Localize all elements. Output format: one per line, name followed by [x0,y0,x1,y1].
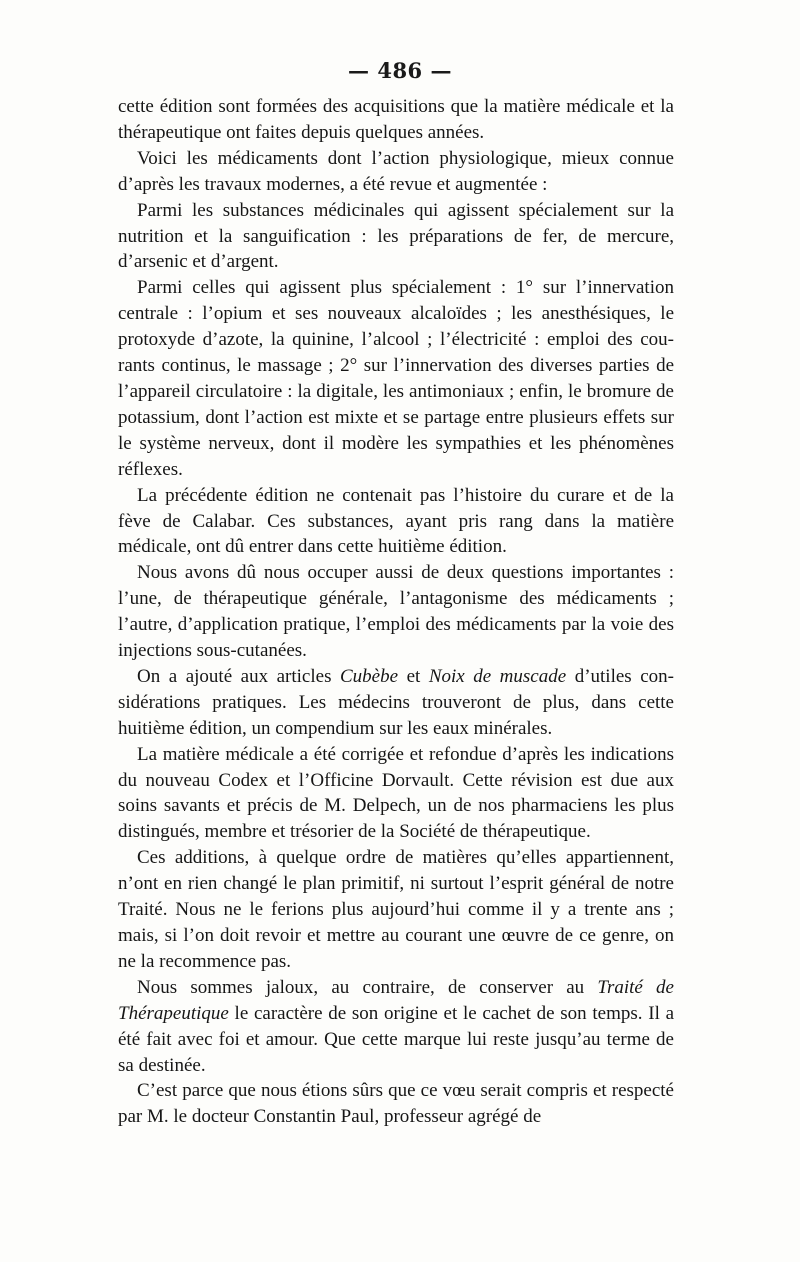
page-number: — 486 — [348,58,452,83]
paragraph-medicaments-intro: Voici les médicaments dont l’action physiologique, mieux connue d’après les travaux modernes, a été revue et augmentée : [118,147,674,195]
paragraph-cubebe [118,664,674,742]
text-run: Nous sommes jaloux, au contraire, de conserver au [137,976,598,998]
body-text [118,94,674,1130]
paragraph-curare: La précédente édition ne contenait pas l’histoire du curare et de la fève de Calabar. Ces substances, ayant pris rang dans la matière médicale, ont dû entrer dans cette huitième édition. [118,484,674,558]
italic-title-traite: Traité de Thérapeutique [118,976,674,1024]
paragraph-continuation: cette édition sont formées des acquisitions que la matière médicale et la thérapeutique ont faites depuis quelques années. [118,96,674,143]
text-run: et [398,665,429,687]
paragraph-questions: Nous avons dû nous occuper aussi de deux questions importantes : l’une, de thérapeutique générale, l’antagonisme des médicaments ; l’autre, d’application pratique, l’emploi des médicaments par la voie des injections sous-cutanées. [118,562,674,662]
paragraph-constantin-paul: C’est parce que nous étions sûrs que ce vœu serait compris et respecté par M. le docteur Constantin Paul, professeur agrégé de [118,1080,674,1128]
italic-term-muscade: Noix de muscade [428,665,567,687]
paragraph-innervation: Parmi celles qui agissent plus spécialement : 1° sur l’innervation centrale : l’opium et ses nouveaux alcaloïdes ; les anesthésiques, le protoxyde d’azote, la quinine, l’alcool ; l’électricité : emploi des courants continus, le massage ; 2° sur l’innervation des diverses parties de l’appareil circulatoire : la digitale, les antimoniaux ; enfin, le bromure de potassium, dont l’action est mixte et se partage entre plusieurs effets sur le système nerveux, dont il modère les sympathies et les phénomènes réflexes. [118,277,674,480]
paragraph-matiere-medicale: La matière médicale a été corrigée et refondue d’après les indications du nouveau Codex et l’Officine Dorvault. Cette révision est due aux soins savants et précis de M. Delpech, un de nos pharmaciens les plus distingués, membre et trésorier de la Société de thérapeutique. [118,743,674,843]
paragraph-additions: Ces additions, à quelque ordre de matières qu’elles appartiennent, n’ont en rien changé le plan primitif, ni surtout l’esprit général de notre Traité. Nous ne le ferions plus aujourd’hui comme il y a trente ans ; mais, si l’on doit revoir et mettre au courant une œuvre de ce genre, on ne la recommence pas. [118,847,674,972]
italic-term-cubebe: Cubèbe [340,665,399,687]
paragraph-jaloux [118,975,674,1079]
text-run: d’utiles considérations pratiques. Les médecins trouveront de plus, dans cette huitième édition, un compendium sur les eaux minérales. [118,665,674,739]
text-run: On a ajouté aux articles [137,665,340,687]
paragraph-nutrition: Parmi les substances médicinales qui agissent spécialement sur la nutrition et la sanguification : les préparations de fer, de mercure, d’arsenic et d’argent. [118,199,674,273]
text-run: le caractère de son origine et le cachet de son temps. Il a été fait avec foi et amour. Que cette marque lui reste jusqu’au terme de sa destinée. [118,1002,674,1076]
